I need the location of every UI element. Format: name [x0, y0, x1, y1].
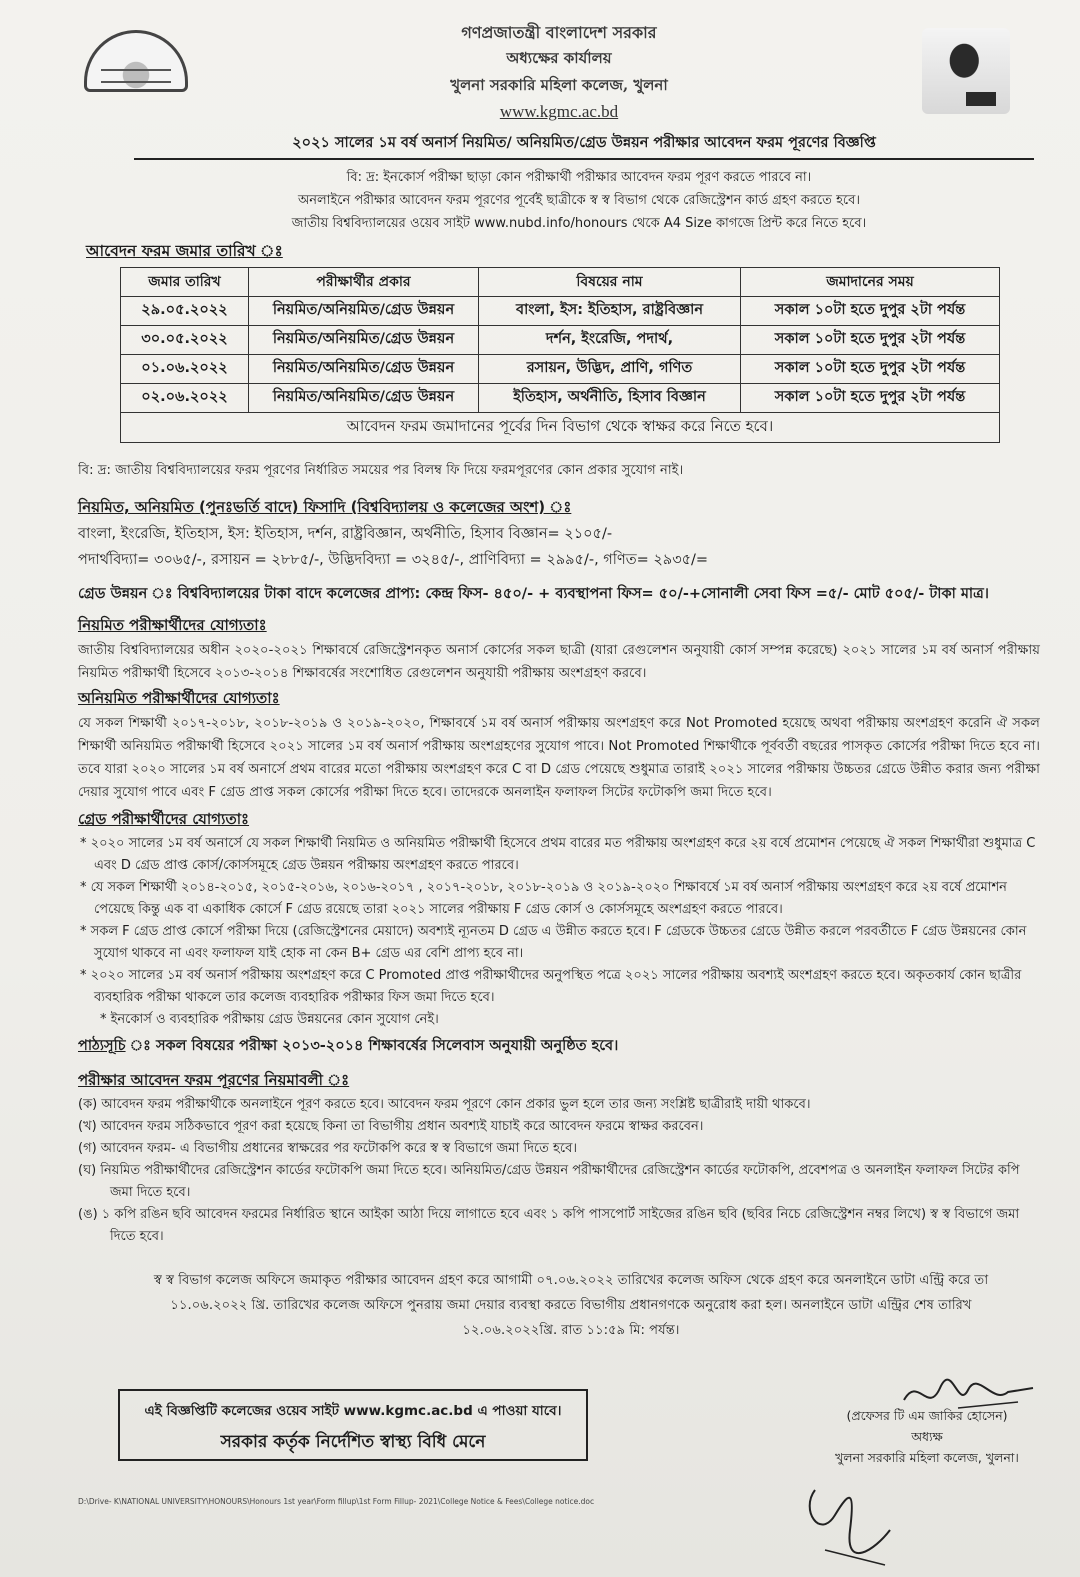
col-date: জমার তারিখ [121, 268, 249, 297]
grade-eligibility-heading: গ্রেড পরীক্ষার্থীদের যোগ্যতাঃ [78, 810, 250, 828]
list-item: * সকল F গ্রেড প্রাপ্ত কোর্সে পরীক্ষা দিয়ে (রেজিস্ট্রেশনের মেয়াদে) অবশ্যই ন্যূনতম D গ্রেড এ উন্নীত করতে হবে। F গ্রেডকে উচ্চতর গ্রেডে উন্নীত করলে পরবর্তীতে F গ্রেড উন্নয়নের কোন সুযোগ থাকবে না এবং ফলাফল যাই হোক না কেন B+ গ্রেড এর বেশি প্রাপ্য হবে না। [80, 924, 1027, 961]
signatory-institution: খুলনা সরকারি মহিলা কলেজ, খুলনা। [835, 1450, 1019, 1465]
list-item: * ইনকোর্স ও ব্যবহারিক পরীক্ষায় গ্রেড উন্নয়নের কোন সুযোগ নেই। [100, 1012, 439, 1027]
table-footnote-row [121, 413, 1000, 443]
list-item: (ঙ) ১ কপি রঙিন ছবি আবেদন ফরমের নির্ধারিত স্থানে আইকা আঠা দিয়ে লাগাতে হবে এবং ১ কপি পাসপোর্ট সাইজের রঙিন ছবি (ছবির নিচে রেজিস্ট্রেশন নম্বর লিখে) স্ব স্ব বিভাগে জমা দিতে হবে। [78, 1207, 1020, 1244]
list-item: (ঘ) নিয়মিত পরীক্ষার্থীদের রেজিস্ট্রেশন কার্ডের ফটোকপি জমা দিতে হবে। অনিয়মিত/গ্রেড উন্নয়ন পরীক্ষার্থীদের রেজিস্ট্রেশন কার্ডের ফটোকপি, প্রবেশপত্র ও অনলাইন ফলাফল সিটের কপি জমা দিতে হবে। [78, 1163, 1020, 1200]
list-item: (গ) আবেদন ফরম- এ বিভাগীয় প্রধানের স্বাক্ষরের পর ফটোকপি করে স্ব স্ব বিভাগে জমা দিতে হবে। [78, 1141, 577, 1156]
college-website[interactable]: www.kgmc.ac.bd [499, 102, 619, 121]
letterhead [78, 0, 1040, 122]
website-notice: এই বিজ্ঞপ্তিটি কলেজের ওয়েব সাইট www.kgmc.ac.bd এ পাওয়া যাবে। [144, 1403, 562, 1419]
table-header-row [121, 268, 1000, 297]
fees-line-1: বাংলা, ইংরেজি, ইতিহাস, ইস: ইতিহাস, দর্শন, রাষ্ট্রবিজ্ঞান, অর্থনীতি, হিসাব বিজ্ঞান= ২১০৫/- [78, 526, 613, 542]
rules-heading: পরীক্ষার আবেদন ফরম পূরণের নিয়মাবলী ঃ [78, 1071, 350, 1089]
note-line: বি: দ্র: ইনকোর্স পরীক্ষা ছাড়া কোন পরীক্ষার্থী পরীক্ষার আবেদন ফরম পূরণ করতে পারবে না। [346, 170, 812, 185]
health-guideline: সরকার কর্তৃক নির্দেশিত স্বাস্থ্য বিধি মেনে [220, 1432, 486, 1452]
table-row [121, 384, 1000, 413]
fees-line-2: পদার্থবিদ্যা= ৩০৬৫/-, রসায়ন = ২৮৮৫/-, উদ্ভিদবিদ্যা = ৩২৪৫/-, প্রাণিবিদ্যা = ২৯৯৫/-, গণিত= ২৯৩৫/= [78, 552, 709, 568]
college-name: খুলনা সরকারি মহিলা কলেজ, খুলনা [450, 76, 668, 94]
irregular-text: যে সকল শিক্ষার্থী ২০১৭-২০১৮, ২০১৮-২০১৯ ও ২০১৯-২০২০, শিক্ষাবর্ষে ১ম বর্ষ অনার্স পরীক্ষায় অংশগ্রহণ করে Not Promoted হয়েছে অথবা পরীক্ষায় অংশগ্রহণ করেনি ঐ সকল শিক্ষার্থী অনিয়মিত পরীক্ষার্থী হিসেবে ২০২১ সালের ১ম বর্ষ অনার্স পরীক্ষায় অংশগ্রহণের সুযোগ পাবে। Not Promoted শিক্ষার্থীকে পূর্ববর্তী বছরের পাসকৃত কোর্সের পরীক্ষা দিতে হবে না। তবে যারা ২০২০ সালের ১ম বর্ষ অনার্সে প্রথম বারের মতো পরীক্ষায় অংশগ্রহণ করে C বা D গ্রেড পেয়েছে শুধুমাত্র তারাই ২০২১ সালের পরীক্ষায় উচ্চতর গ্রেডে উন্নীত করার জন্য পরীক্ষা দেয়ার সুযোগ পাবে এবং F গ্রেড প্রাপ্ত সকল কোর্সের পরীক্ষা দিতে হবে। তাদেরকে অনলাইন ফলাফল সিটের ফটোকপি জমা দিতে হবে। [78, 716, 1040, 800]
cell-date: ০২.০৬.২০২২ [121, 384, 249, 413]
cell-subject: বাংলা, ইস: ইতিহাস, রাষ্ট্রবিজ্ঞান [479, 297, 741, 326]
rules-list [78, 1094, 1040, 1248]
cell-time: সকাল ১০টা হতে দুপুর ২টা পর্যন্ত [741, 384, 1000, 413]
signatory-name: (প্রফেসর টি এম জাকির হোসেন) [846, 1408, 1008, 1423]
note-line: অনলাইনে পরীক্ষার আবেদন ফরম পূরণের পূর্বেই ছাত্রীকে স্ব স্ব বিভাগ থেকে রেজিস্ট্রেশন কার্ড গ্রহণ করতে হবে। [297, 193, 861, 208]
late-fee-note: বি: দ্র: জাতীয় বিশ্ববিদ্যালয়ের ফরম পূরণের নির্ধারিত সময়ের পর বিলম্ব ফি দিয়ে ফরমপূরণের কোন প্রকার সুযোগ নাই। [78, 463, 684, 478]
file-path: D:\Drive- K\NATIONAL UNIVERSITY\HONOURS\Honours 1st year\Form fillup\1st Form Fillup- 2021\College Notice & Fees\College notice.doc [78, 1497, 595, 1506]
portrait-image [922, 28, 1010, 114]
signature-block [812, 1405, 1042, 1468]
initial-signature-icon [795, 1470, 905, 1570]
cell-time: সকাল ১০টা হতে দুপুর ২টা পর্যন্ত [741, 355, 1000, 384]
table-row [121, 355, 1000, 384]
cell-time: সকাল ১০টা হতে দুপুর ২টা পর্যন্ত [741, 297, 1000, 326]
grade-fee-text: গ্রেড উন্নয়ন ঃ বিশ্ববিদ্যালয়ের টাকা বাদে কলেজের প্রাপ্য: কেন্দ্র ফিস- ৪৫০/- + ব্যবস্থাপনা ফিস= ৫০/-+সোনালী সেবা ফিস =৫/- মোট ৫০৫/- টাকা মাত্র। [78, 586, 989, 602]
cell-subject: রসায়ন, উদ্ভিদ, প্রাণি, গণিত [479, 355, 741, 384]
irregular-heading: অনিয়মিত পরীক্ষার্থীদের যোগ্যতাঃ [78, 689, 280, 707]
syllabus-label: পাঠ্যসূচি [78, 1038, 126, 1054]
cell-type: নিয়মিত/অনিয়মিত/গ্রেড উন্নয়ন [249, 355, 479, 384]
cell-subject: ইতিহাস, অর্থনীতি, হিসাব বিজ্ঞান [479, 384, 741, 413]
closing-line: ১২.০৬.২০২২খ্রি. রাত ১১:৫৯ মি: পর্যন্ত। [462, 1323, 680, 1338]
col-time: জমাদানের সময় [741, 268, 1000, 297]
grade-eligibility-list [78, 833, 1040, 1031]
col-type: পরীক্ষার্থীর প্রকার [249, 268, 479, 297]
table-row [121, 326, 1000, 355]
closing-paragraph [78, 1268, 1040, 1343]
syllabus-text: ঃ সকল বিষয়ের পরীক্ষা ২০১৩-২০১৪ শিক্ষাবর্ষের সিলেবাস অনুযায়ী অনুষ্ঠিত হবে। [150, 1038, 619, 1054]
cell-type: নিয়মিত/অনিয়মিত/গ্রেড উন্নয়ন [249, 297, 479, 326]
cell-date: ০১.০৬.২০২২ [121, 355, 249, 384]
list-item: (খ) আবেদন ফরম সঠিকভাবে পূরণ করা হয়েছে কিনা তা বিভাগীয় প্রধান অবশ্যই যাচাই করে আবেদন ফরমে স্বাক্ষর করবেন। [78, 1119, 704, 1134]
cell-subject: দর্শন, ইংরেজি, পদার্থ, [479, 326, 741, 355]
office-name: অধ্যক্ষের কার্যালয় [506, 49, 612, 67]
syllabus-line [78, 1035, 1040, 1059]
schedule-table [120, 267, 1000, 443]
cell-type: নিয়মিত/অনিয়মিত/গ্রেড উন্নয়ন [249, 384, 479, 413]
closing-line: স্ব স্ব বিভাগ কলেজ অফিসে জমাকৃত পরীক্ষার আবেদন গ্রহণ করে আগামী ০৭.০৬.২০২২ তারিখের কলেজ অফিস থেকে গ্রহণ করে অনলাইনে ডাটা এন্ট্রি করে তা [153, 1273, 989, 1288]
cell-date: ২৯.০৫.২০২২ [121, 297, 249, 326]
regular-text: জাতীয় বিশ্ববিদ্যালয়ের অধীন ২০২০-২০২১ শিক্ষাবর্ষে রেজিস্ট্রেশনকৃত অনার্স কোর্সের সকল ছাত্রী (যারা রেগুলেশন অনুযায়ী কোর্স সম্পন্ন করেছে) ২০২১ সালের ১ম বর্ষ অনার্স পরীক্ষায় নিয়মিত পরীক্ষার্থী হিসেবে ২০১৩-২০১৪ শিক্ষাবর্ষের সংশোধিত রেগুলেশন অনুযায়ী পরীক্ষায় অংশগ্রহণ করবে। [78, 643, 1040, 681]
govt-name: গণপ্রজাতন্ত্রী বাংলাদেশ সরকার [461, 23, 657, 42]
list-item: (ক) আবেদন ফরম পরীক্ষার্থীকে অনলাইনে পূরণ করতে হবে। আবেদন ফরম পূরণে কোন প্রকার ভুল হলে তার জন্য সংশ্লিষ্ট ছাত্রীরাই দায়ী থাকবে। [78, 1097, 811, 1112]
note-line: জাতীয় বিশ্ববিদ্যালয়ের ওয়েব সাইট www.nubd.info/honours থেকে A4 Size কাগজে প্রিন্ট করে নিতে হবে। [291, 216, 867, 231]
notice-title: ২০২১ সালের ১ম বর্ষ অনার্স নিয়মিত/ অনিয়মিত/গ্রেড উন্নয়ন পরীক্ষার আবেদন ফরম পূরণের বিজ্ঞপ্তি [134, 132, 1034, 160]
fees-heading: নিয়মিত, অনিয়মিত (পুনঃভর্তি বাদে) ফিসাদি (বিশ্ববিদ্যালয় ও কলেজের অংশ) ঃ [78, 498, 572, 516]
schedule-heading: আবেদন ফরম জমার তারিখ ঃ [86, 242, 283, 260]
cell-date: ৩০.০৫.২০২২ [121, 326, 249, 355]
signatory-title: অধ্যক্ষ [911, 1429, 943, 1444]
cell-type: নিয়মিত/অনিয়মিত/গ্রেড উন্নয়ন [249, 326, 479, 355]
pre-notes [78, 166, 1040, 235]
regular-heading: নিয়মিত পরীক্ষার্থীদের যোগ্যতাঃ [78, 616, 267, 634]
website-notice-box [118, 1389, 588, 1461]
list-item: * যে সকল শিক্ষার্থী ২০১৪-২০১৫, ২০১৫-২০১৬, ২০১৬-২০১৭ , ২০১৭-২০১৮, ২০১৮-২০১৯ ও ২০১৯-২০২০ শিক্ষাবর্ষে ১ম বর্ষ অনার্স পরীক্ষায় অংশগ্রহণ করে ২য় বর্ষে প্রমোশন পেয়েছে কিন্তু এক বা একাধিক কোর্সে F গ্রেড রয়েছে তারা ২০২১ সালের পরীক্ষায় F গ্রেড কোর্স ও কোর্সসমূহে অংশগ্রহণ করতে পারবে। [80, 880, 1007, 917]
cell-time: সকাল ১০টা হতে দুপুর ২টা পর্যন্ত [741, 326, 1000, 355]
list-item: * ২০২০ সালের ১ম বর্ষ অনার্স পরীক্ষায় অংশগ্রহণ করে C Promoted প্রাপ্ত পরীক্ষার্থীদের অনুপস্থিত পত্রে ২০২১ সালের পরীক্ষায় অবশ্যই অংশগ্রহণ করতে হবে। অকৃতকার্য কোন ছাত্রীর ব্যবহারিক পরীক্ষা থাকলে তার কলেজ ব্যবহারিক পরীক্ষার ফিস জমা দিতে হবে। [80, 968, 1022, 1005]
col-subject: বিষয়ের নাম [479, 268, 741, 297]
table-footnote: আবেদন ফরম জমাদানের পূর্বের দিন বিভাগ থেকে স্বাক্ষর করে নিতে হবে। [121, 413, 1000, 443]
closing-line: ১১.০৬.২০২২ খ্রি. তারিখের কলেজ অফিসে পুনরায় জমা দেয়ার ব্যবস্থা করতে বিভাগীয় প্রধানগণকে অনুরোধ করা হল। অনলাইনে ডাটা এন্ট্রির শেষ তারিখ [170, 1298, 972, 1313]
list-item: * ২০২০ সালের ১ম বর্ষ অনার্সে যে সকল শিক্ষার্থী নিয়মিত ও অনিয়মিত পরীক্ষার্থী হিসেবে প্রথম বারের মত পরীক্ষায় অংশগ্রহণ করে ২য় বর্ষে প্রমোশন পেয়েছে ঐ সকল শিক্ষার্থীরা শুধুমাত্র C এবং D গ্রেড প্রাপ্ত কোর্স/কোর্সসমূহে গ্রেড উন্নয়ন পরীক্ষায় অংশগ্রহণ করতে পারবে। [80, 836, 1036, 873]
table-row [121, 297, 1000, 326]
